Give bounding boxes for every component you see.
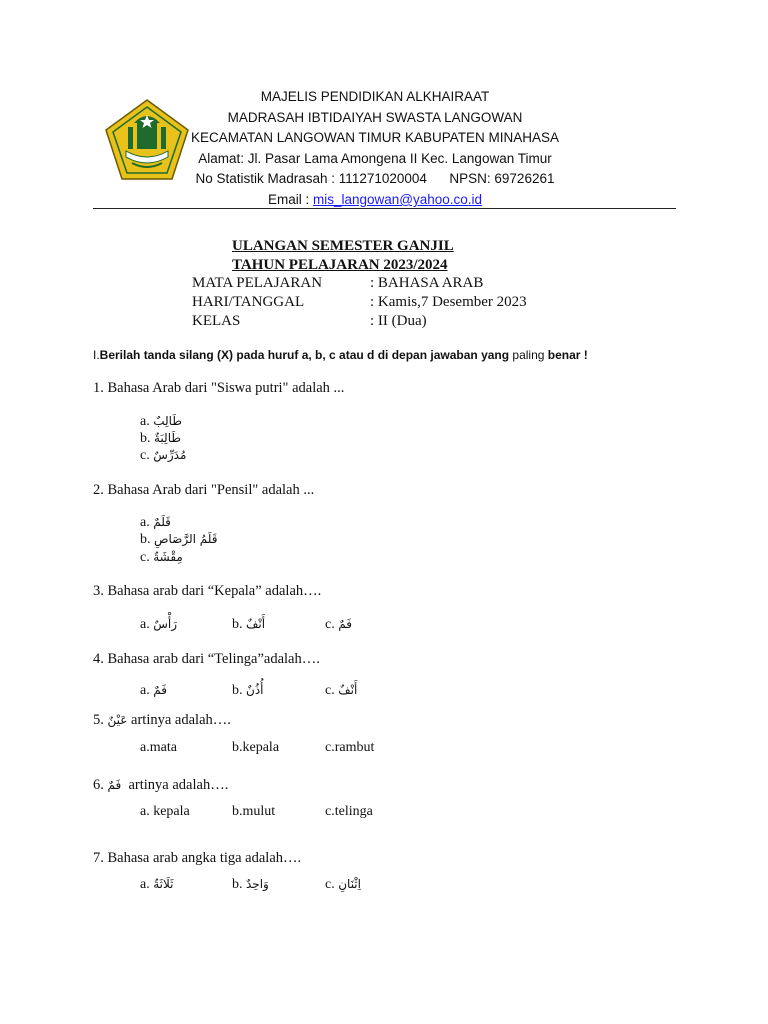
meta-value-class: : II (Dua) [370, 313, 427, 329]
q5-option-a[interactable]: a.mata [140, 740, 177, 755]
q4-option-b[interactable]: b. أُذُنٌ [232, 683, 264, 698]
q2-option-b[interactable]: b. قَلَمُ الرَّصَاصِ [140, 532, 218, 547]
exam-year: TAHUN PELAJARAN 2023/2024 [232, 257, 448, 273]
q2-option-c[interactable]: c. مِقْشَةٌ [140, 550, 183, 565]
question-1: 1. Bahasa Arab dari "Siswa putri" adalah ... [93, 380, 345, 396]
question-5: 5. عَيْنٌ artinya adalah…. [93, 712, 231, 728]
question-7: 7. Bahasa arab angka tiga adalah…. [93, 850, 302, 866]
question-4: 4. Bahasa arab dari “Telinga”adalah…. [93, 651, 320, 667]
q2-option-a[interactable]: a. قَلَمٌ [140, 515, 171, 530]
meta-value-date: : Kamis,7 Desember 2023 [370, 294, 527, 310]
q4-option-a[interactable]: a. فَمٌ [140, 683, 167, 698]
q4-option-c[interactable]: c. أَنْفٌ [325, 683, 358, 698]
q3-option-b[interactable]: b. أَنْفٌ [232, 617, 266, 632]
q7-option-b[interactable]: b. وَاحِدٌ [232, 877, 269, 892]
q5-arabic-word: عَيْنٌ [107, 713, 128, 727]
q5-option-c[interactable]: c.rambut [325, 740, 375, 755]
q6-option-c[interactable]: c.telinga [325, 804, 373, 819]
meta-value-subject: : BAHASA ARAB [370, 275, 484, 291]
header-line-1: MAJELIS PENDIDIKAN ALKHAIRAAT [260, 89, 490, 104]
header-email-row [175, 192, 575, 207]
q1-option-b[interactable]: b. طَالِبَةٌ [140, 431, 181, 446]
instruction [93, 348, 588, 362]
q3-option-c[interactable]: c. فَمٌ [325, 617, 352, 632]
q3-option-a[interactable]: a. رَأْسٌ [140, 617, 177, 632]
header-divider [93, 208, 676, 209]
meta-label-class: KELAS [192, 313, 241, 329]
header-line-3: KECAMATAN LANGOWAN TIMUR KABUPATEN MINAHASA [190, 130, 560, 145]
q6-arabic-word: فَمٌ [107, 778, 122, 792]
header-statistik: No Statistik Madrasah : 111271020004 NPSN: 69726261 [195, 171, 555, 186]
header-line-2: MADRASAH IBTIDAIYAH SWASTA LANGOWAN [227, 110, 523, 125]
q1-option-c[interactable]: c. مُدَرِّسٌ [140, 448, 187, 463]
instruction-normal: paling [509, 348, 548, 362]
instruction-bold-end: benar ! [547, 348, 588, 362]
instruction-bold: Berilah tanda silang (X) pada huruf a, b, c atau d di depan jawaban yang [99, 348, 510, 362]
q5-option-b[interactable]: b.kepala [232, 740, 280, 755]
q6-option-b[interactable]: b.mulut [232, 804, 276, 819]
email-label: Email : [267, 192, 313, 207]
meta-label-subject: MATA PELAJARAN [192, 275, 323, 291]
email-link[interactable]: mis_langowan@yahoo.co.id [312, 192, 483, 207]
exam-title: ULANGAN SEMESTER GANJIL [232, 238, 454, 254]
question-3: 3. Bahasa arab dari “Kepala” adalah…. [93, 583, 322, 599]
question-6: 6. فَمٌ artinya adalah…. [93, 777, 229, 793]
meta-label-date: HARI/TANGGAL [192, 294, 305, 310]
q7-option-a[interactable]: a. ثَلَاثَةٌ [140, 877, 174, 892]
q7-option-c[interactable]: c. اِثْنَانِ [325, 877, 361, 892]
instruction-prefix: I. [93, 348, 100, 362]
q1-option-a[interactable]: a. طَالِبٌ [140, 414, 182, 429]
header-address: Alamat: Jl. Pasar Lama Amongena II Kec. Langowan Timur [198, 151, 552, 166]
q6-option-a[interactable]: a. kepala [140, 804, 190, 819]
question-2: 2. Bahasa Arab dari "Pensil" adalah ... [93, 482, 315, 498]
